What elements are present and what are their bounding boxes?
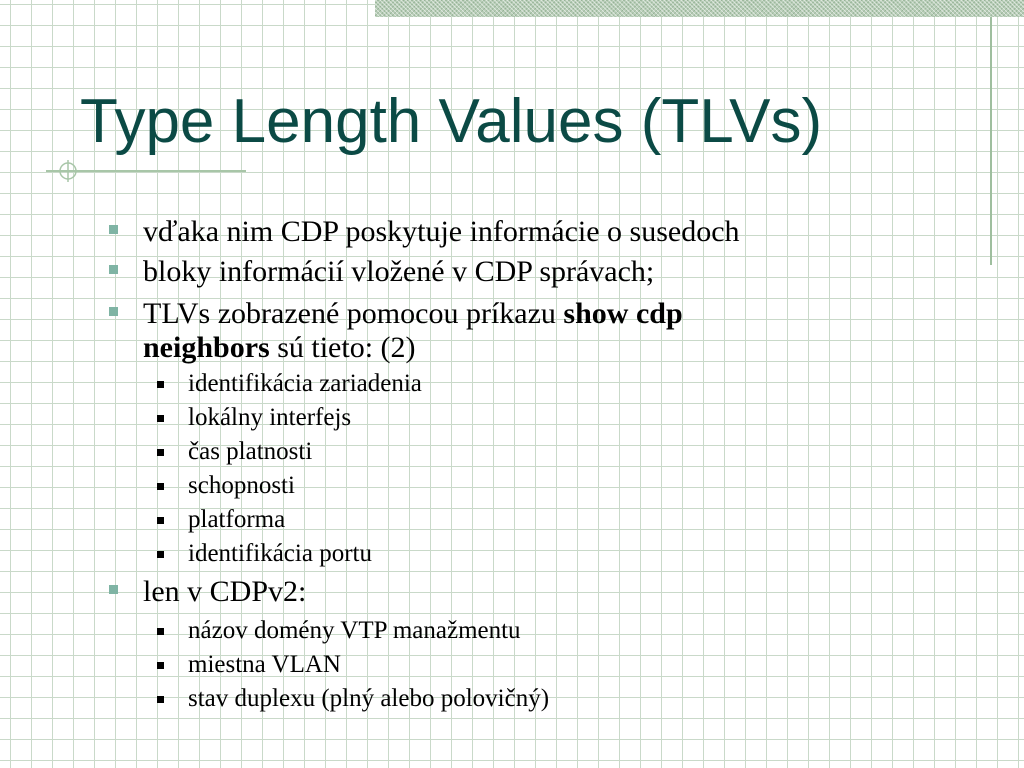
sub-bullet-marker: [157, 415, 164, 422]
bullet-marker: [109, 585, 118, 594]
sub-bullet-item: identifikácia portu: [188, 540, 372, 567]
sub-bullet-marker: [157, 696, 164, 703]
sub-bullet-item: miestna VLAN: [188, 651, 341, 678]
bullet-item: vďaka nim CDP poskytuje informácie o susedoch: [143, 215, 740, 248]
sub-bullet-item: názov domény VTP manažmentu: [188, 617, 521, 644]
bullet-item: [143, 297, 683, 331]
bullet-marker: [109, 225, 118, 234]
bullet-marker: [109, 265, 118, 274]
sub-bullet-marker: [157, 381, 164, 388]
sub-bullet-marker: [157, 517, 164, 524]
bullet-text: sú tieto: (2): [269, 331, 416, 364]
slide-title: Type Length Values (TLVs): [80, 87, 823, 156]
sub-bullet-marker: [157, 628, 164, 635]
sub-bullet-item: lokálny interfejs: [188, 404, 352, 431]
bullet-item-continued: [143, 331, 416, 365]
bullet-text: TLVs zobrazené pomocou príkazu: [143, 297, 564, 330]
bullet-item: bloky informácií vložené v CDP správach;: [143, 255, 655, 288]
sub-bullet-item: identifikácia zariadenia: [188, 370, 422, 397]
sub-bullet-marker: [157, 483, 164, 490]
sub-bullet-item: platforma: [188, 506, 286, 533]
sub-bullet-marker: [157, 449, 164, 456]
command-text: show cdp: [563, 297, 683, 330]
sub-bullet-marker: [157, 662, 164, 669]
sub-bullet-item: stav duplexu (plný alebo polovičný): [188, 685, 550, 712]
bullet-marker: [109, 307, 118, 316]
sub-bullet-marker: [157, 551, 164, 558]
sub-bullet-item: čas platnosti: [188, 438, 313, 465]
command-text: neighbors: [143, 331, 270, 364]
bullet-item: len v CDPv2:: [143, 575, 307, 608]
sub-bullet-item: schopnosti: [188, 472, 295, 499]
